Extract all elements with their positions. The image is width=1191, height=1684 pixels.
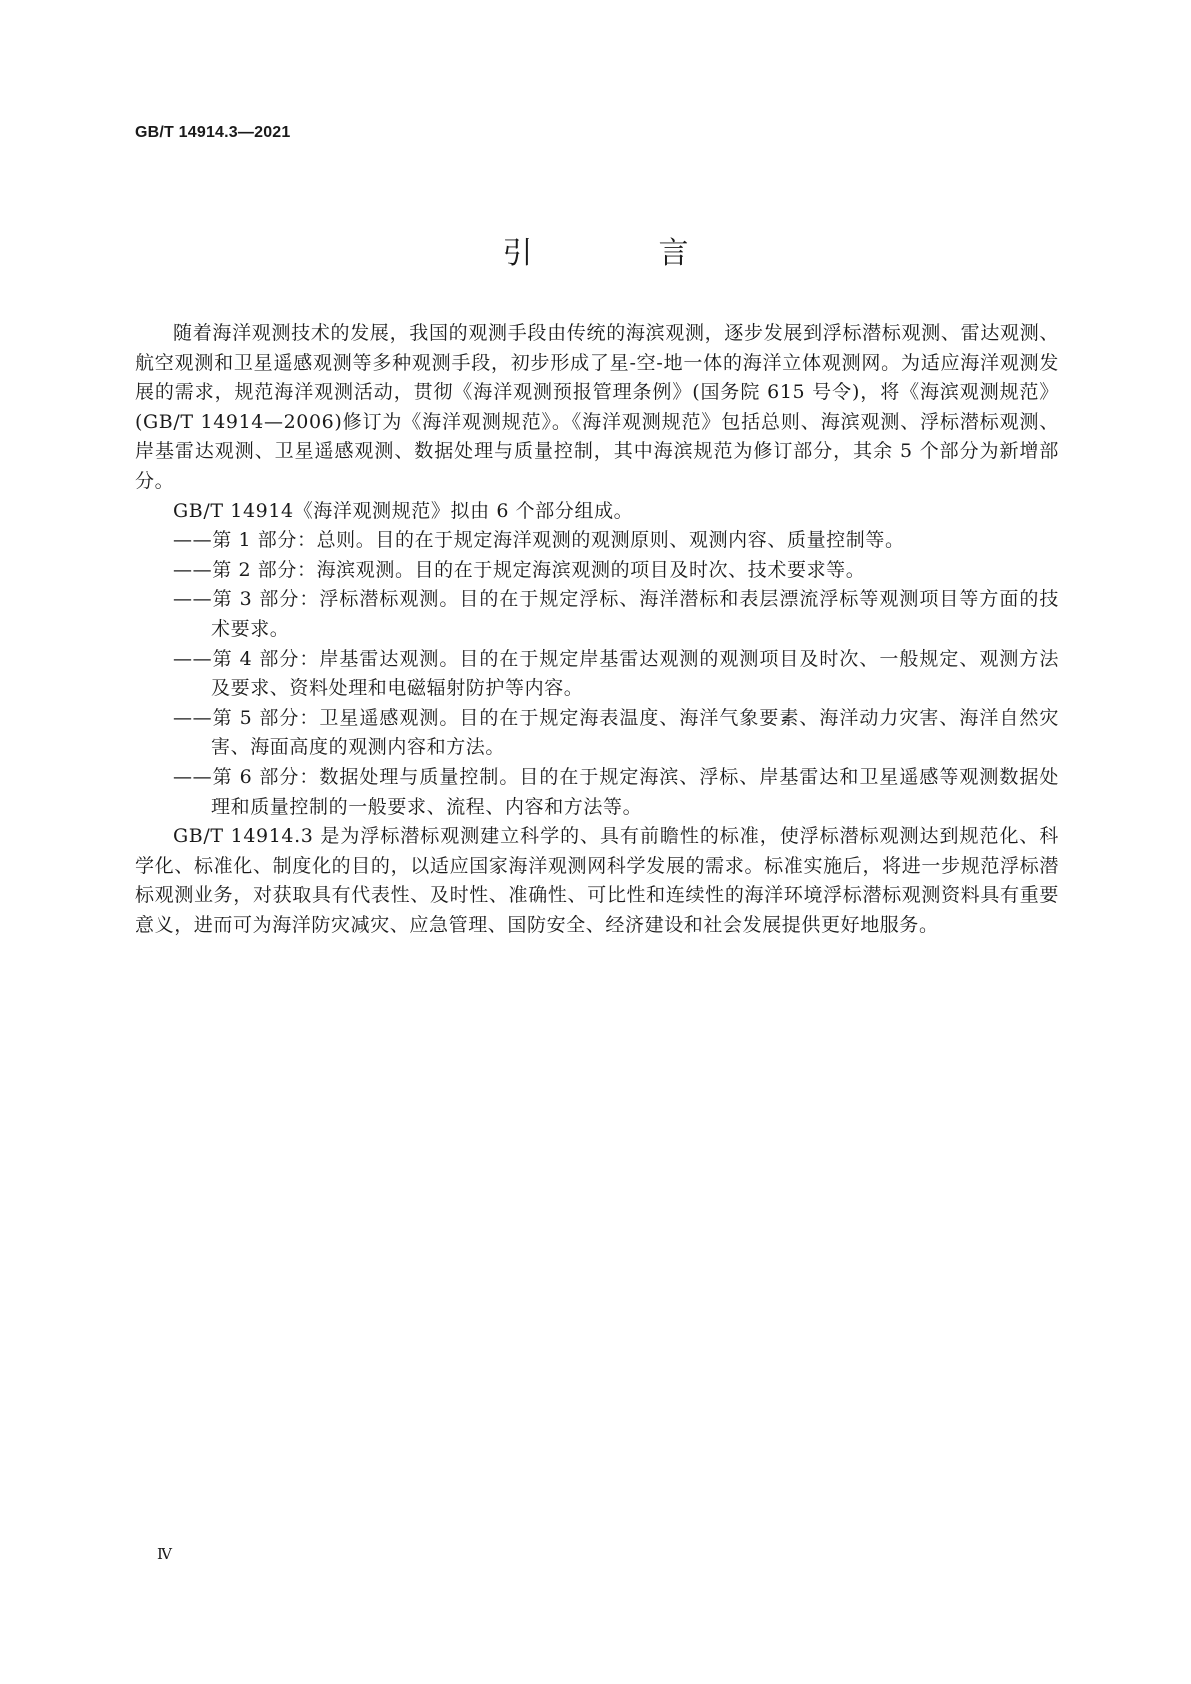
part-item-1: ——第 1 部分：总则。目的在于规定海洋观测的观测原则、观测内容、质量控制等。 — [173, 529, 905, 552]
introduction-body — [135, 319, 1059, 940]
part-item-5: ——第 5 部分：卫星遥感观测。目的在于规定海表温度、海洋气象要素、海洋动力灾害、海洋自然灾害、海面高度的观测内容和方法。 — [173, 706, 1059, 759]
part-item-2: ——第 2 部分：海滨观测。目的在于规定海滨观测的项目及时次、技术要求等。 — [173, 558, 866, 581]
part-item-6: ——第 6 部分：数据处理与质量控制。目的在于规定海滨、浮标、岸基雷达和卫星遥感等观测数据处理和质量控制的一般要求、流程、内容和方法等。 — [173, 765, 1059, 818]
standard-number: GB/T 14914.3—2021 — [135, 124, 291, 141]
intro-paragraph-3: GB/T 14914.3 是为浮标潜标观测建立科学的、具有前瞻性的标准，使浮标潜标观测达到规范化、科学化、标准化、制度化的目的，以适应国家海洋观测网科学发展的需求。标准实施后，将进一步规范浮标潜标观测业务，对获取具有代表性、及时性、准确性、可比性和连续性的海洋环境浮标潜标观测资料具有重要意义，进而可为海洋防灾减灾、应急管理、国防安全、经济建设和社会发展提供更好地服务。 — [135, 825, 1059, 936]
part-item-3: ——第 3 部分：浮标潜标观测。目的在于规定浮标、海洋潜标和表层漂流浮标等观测项目等方面的技术要求。 — [173, 588, 1059, 640]
part-item-4: ——第 4 部分：岸基雷达观测。目的在于规定岸基雷达观测的观测项目及时次、一般规定、观测方法及要求、资料处理和电磁辐射防护等内容。 — [173, 647, 1059, 700]
page-number: Ⅳ — [157, 1545, 172, 1563]
intro-paragraph-2: GB/T 14914《海洋观测规范》拟由 6 个部分组成。 — [173, 499, 634, 522]
intro-paragraph-1: 随着海洋观测技术的发展，我国的观测手段由传统的海滨观测，逐步发展到浮标潜标观测、雷达观测、航空观测和卫星遥感观测等多种观测手段，初步形成了星-空-地一体的海洋立体观测网。为适应海洋观测发展的需求，规范海洋观测活动，贯彻《海洋观测预报管理条例》(国务院 615 号令)，将《海滨观测规范》(GB/T 14914—2006)修订为《海洋观测规范》。《海洋观测规范》包括总则、海滨观测、浮标潜标观测、岸基雷达观测、卫星遥感观测、数据处理与质量控制，其中海滨规范为修订部分，其余 5 个部分为新增部分。 — [135, 322, 1059, 492]
section-title: 引 言 — [502, 236, 737, 271]
